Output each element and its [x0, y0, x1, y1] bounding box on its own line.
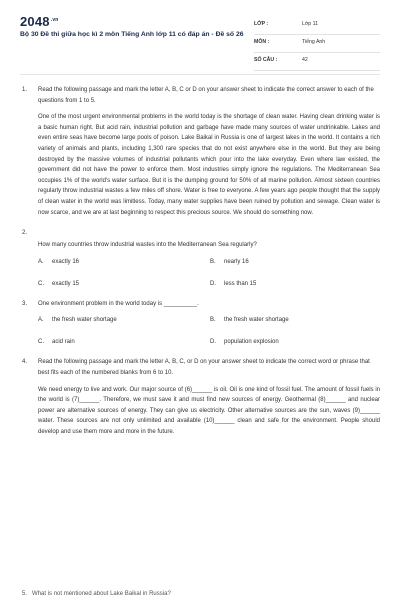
option-letter: D. [210, 280, 216, 287]
question-number: 4. [22, 359, 28, 366]
page-header [20, 14, 380, 64]
options-row [38, 257, 380, 275]
option-b[interactable] [210, 315, 289, 326]
question-text: How many countries throw industrial wastes into the Mediterranean Sea regularly? [38, 242, 257, 249]
site-logo[interactable] [20, 14, 59, 29]
option-text: the fresh water shortage [52, 317, 117, 324]
option-text: acid rain [52, 339, 75, 346]
meta-value: 42 [302, 57, 308, 63]
question-number: 3. [22, 300, 28, 307]
meta-key: SỐ CÂU : [254, 57, 278, 63]
options-row [38, 337, 380, 355]
option-d[interactable] [210, 279, 256, 290]
option-letter: A. [38, 258, 44, 265]
question-text: One environment problem in the world today is __________. [38, 300, 199, 307]
logo-domain: .vn [50, 16, 59, 23]
option-b[interactable] [210, 257, 249, 268]
meta-row-question-count [254, 53, 380, 71]
question-4 [22, 357, 380, 437]
question-2 [22, 228, 380, 297]
meta-value: Lớp 11 [302, 21, 318, 27]
reading-passage: One of the most urgent environmental problems in the world today is the shortage of clean water. Having clean drinking water is a basic human right. But acid rain, industrial pollution and garbage have made many sources of water undrinkable. Lakes and even entire seas have become large pools of poison. Lake Baikal in Russia is one of largest lakes in the world. It contains a rich variety of animals and plants, including 1,300 rare species that do not exist anywhere else in the world. But they are being destroyed by the massive volumes of industrial pollutants which pour into the lake everyday. Even where law existed, the government did not have the power to enforce them. Most industries simply ignore the regulations. The Mediterranean Sea occupies 1% of the world's water surface. But it is the dumping ground for 50% of all marine pollution. Almost sixteen countries regularly throw industrial wastes a few miles off shore. Water is free to everyone. A few years ago people thought that the supply of clean water in the world was limitless. Today, many water supplies have been ruined by pollution and sewage. Clean water is now scarce, and we are at last beginning to respect this precious source. We should do something now. [38, 114, 380, 216]
question-text: What is not mentioned about Lake Baikal in Russia? [32, 591, 171, 597]
option-c[interactable] [38, 279, 79, 290]
option-a[interactable] [38, 257, 79, 268]
document-title: Bộ 30 Đề thi giữa học kì 2 môn Tiếng Anh lớp 11 có đáp án - Đề số 26 [20, 31, 244, 38]
meta-key: LỚP : [254, 21, 269, 27]
question-number: 2. [22, 230, 28, 237]
option-letter: D. [210, 339, 216, 346]
logo-text: 2048 [20, 14, 50, 29]
options-row [38, 315, 380, 333]
option-letter: B. [210, 258, 216, 265]
question-number: 5. [22, 591, 28, 597]
question-list [22, 85, 380, 437]
question-5-partial [22, 591, 171, 597]
option-letter: C. [38, 280, 44, 287]
meta-row-subject [254, 35, 380, 53]
meta-row-class [254, 17, 380, 35]
meta-value: Tiếng Anh [302, 39, 326, 45]
question-instruction: Read the following passage and mark the letter A, B, C, or D on your answer sheet to indicate the correct word or phrase that best fits each of the numbered blanks from 6 to 10. [38, 359, 370, 376]
question-3 [22, 299, 380, 356]
option-text: exactly 16 [52, 258, 80, 265]
option-letter: B. [210, 317, 216, 324]
option-d[interactable] [210, 337, 279, 348]
header-divider [20, 74, 380, 75]
option-a[interactable] [38, 315, 117, 326]
meta-key: MÔN : [254, 39, 270, 45]
option-text: less than 15 [224, 280, 257, 287]
option-letter: C. [38, 339, 44, 346]
cloze-passage: We need energy to live and work. Our major source of (6)______ is oil. Oil is one kind of fossil fuel. The amount of fossil fuels in the world is (7)______. Therefore, we must save it and must find new sources of energy. Geothermal (8)______ and nuclear power are alternative sources of energy. They can give us electricity. Other alternative sources are the sun, waves (9)______ water. These sources are not only unlimited and available (10)______ clean and safe for the environment. People should develop and use them more and more in the future. [38, 386, 380, 435]
option-text: nearly 16 [224, 258, 249, 265]
option-c[interactable] [38, 337, 75, 348]
question-1 [22, 85, 380, 218]
question-instruction: Read the following passage and mark the letter A, B, C or D on your answer sheet to indicate the correct answer to each of the questions from 1 to 5. [38, 87, 374, 104]
option-letter: A. [38, 317, 44, 324]
option-text: exactly 15 [52, 280, 80, 287]
option-text: the fresh water shortage [224, 317, 289, 324]
question-number: 1. [22, 87, 28, 93]
option-text: population explosion [224, 339, 279, 346]
exam-meta-table [254, 17, 380, 71]
options-row [38, 279, 380, 297]
